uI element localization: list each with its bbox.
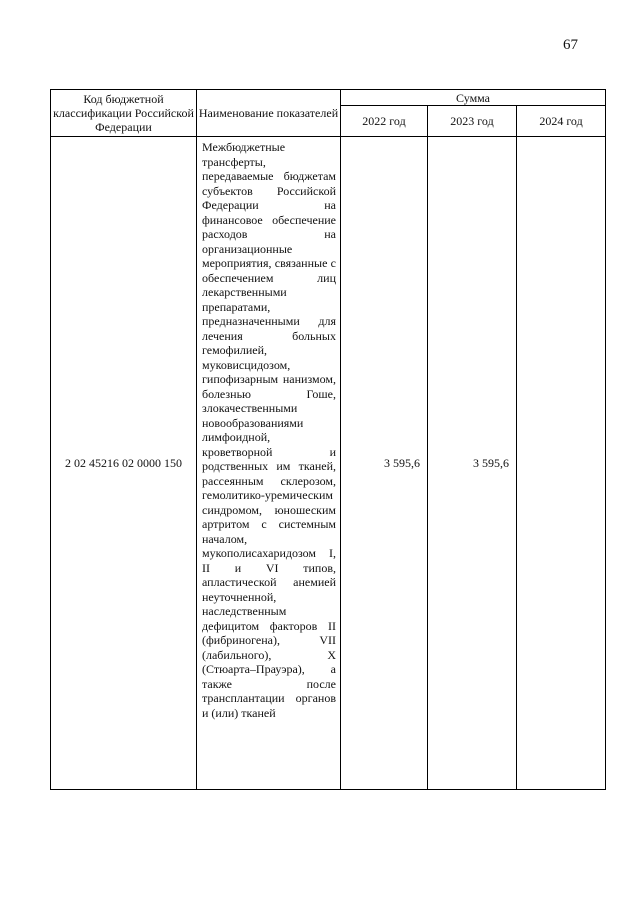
header-year-2024: 2024 год xyxy=(517,106,606,137)
header-year-2023: 2023 год xyxy=(428,106,517,137)
page-number: 67 xyxy=(563,37,578,53)
value-2024-cell xyxy=(517,137,606,790)
header-name: Наименование показателей xyxy=(197,90,341,137)
indicator-name-text: Межбюджетные трансферты, передаваемые бюджетам субъектов Российской Федерации на финансовое обеспечение расходов на организационные мероприятия, связанные с обеспечением лиц лекарственными препаратами, предназначенными для лечения больных гемофилией, муковисцидозом, гипофизарным нанизмом, болезнью Гоше, злокачественными новообразованиями лимфоидной, кроветворной и родственных им тканей, рассеянным склерозом, гемолитико-уремическим синдромом, юношеским артритом с системным началом, мукополисахаридозом I, II и VI типов, апластической анемией неуточненной, наследственным дефицитом факторов II (фибриногена), VII (лабильного), X (Стюарта–Прауэра), а также после трансплантации органов и (или) тканей xyxy=(202,140,336,720)
header-year-2022: 2022 год xyxy=(341,106,428,137)
header-code: Код бюджетной классификации Российской Федерации xyxy=(51,90,197,137)
value-2022-cell: 3 595,6 xyxy=(341,137,428,790)
budget-code-cell: 2 02 45216 02 0000 150 xyxy=(51,137,197,790)
budget-table xyxy=(50,89,606,790)
table-row xyxy=(51,137,606,790)
header-sum: Сумма xyxy=(341,90,606,106)
indicator-name-cell xyxy=(197,137,341,790)
value-2023-cell: 3 595,6 xyxy=(428,137,517,790)
table-header-row xyxy=(51,90,606,106)
